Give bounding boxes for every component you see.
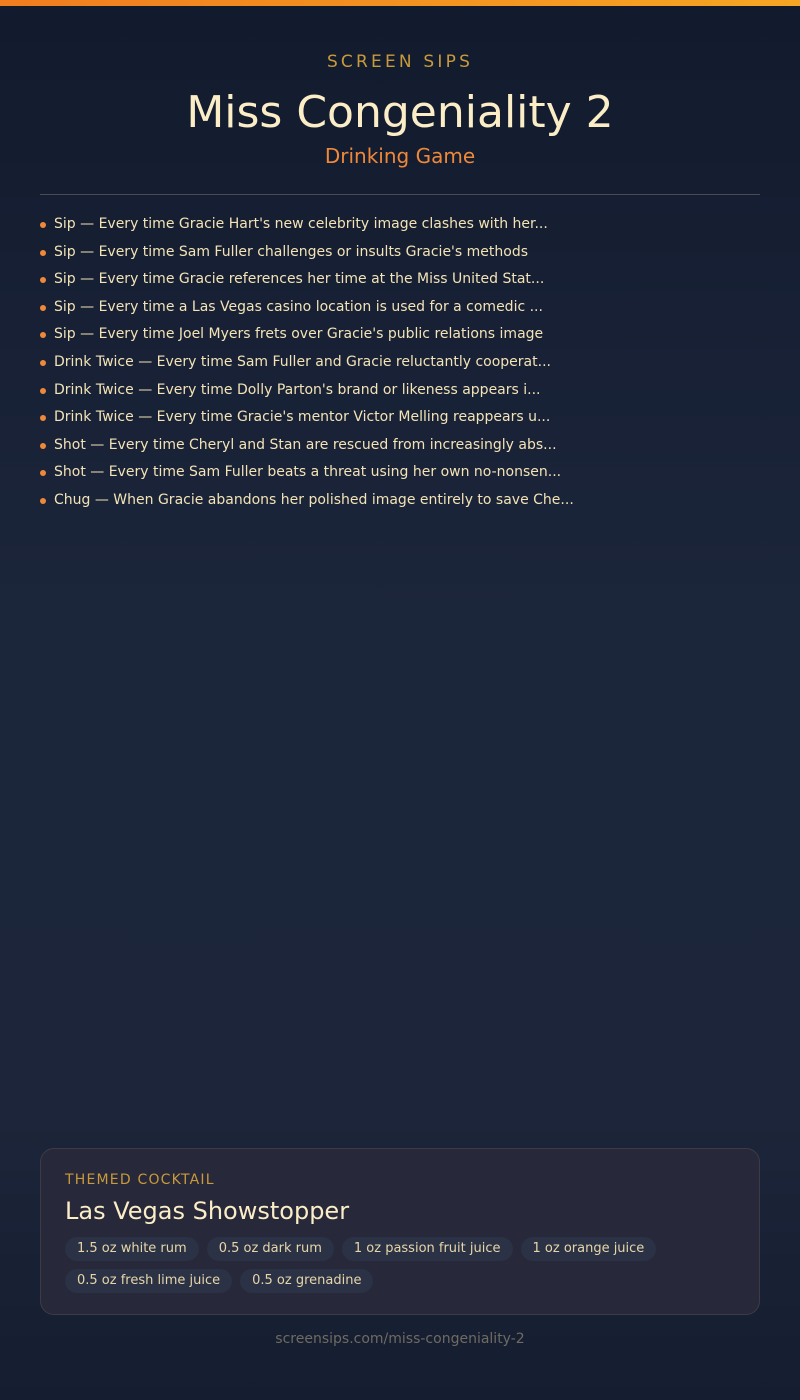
footer-url[interactable]: screensips.com/miss-congeniality-2 bbox=[275, 1331, 525, 1347]
bullet-icon bbox=[40, 305, 46, 311]
bullet-icon bbox=[40, 388, 46, 394]
rule-item bbox=[40, 377, 760, 405]
rule-item bbox=[40, 404, 760, 432]
ingredient-chip: 0.5 oz grenadine bbox=[240, 1269, 373, 1293]
rule-text: Chug — When Gracie abandons her polished image entirely to save Che... bbox=[54, 491, 574, 508]
page-title: Miss Congeniality 2 bbox=[186, 87, 614, 138]
rule-text: Sip — Every time Sam Fuller challenges or insults Gracie's methods bbox=[54, 243, 529, 260]
rule-item bbox=[40, 459, 760, 487]
ingredient-row bbox=[65, 1237, 745, 1261]
ingredient-list bbox=[65, 1237, 745, 1301]
rule-item bbox=[40, 432, 760, 460]
rule-item bbox=[40, 294, 760, 322]
page-subtitle: Drinking Game bbox=[324, 144, 476, 168]
rule-text: Shot — Every time Cheryl and Stan are rescued from increasingly abs... bbox=[54, 436, 557, 453]
brand-label: SCREEN SIPS bbox=[326, 52, 474, 72]
ingredient-chip: 1.5 oz white rum bbox=[65, 1237, 199, 1261]
rule-text: Sip — Every time Joel Myers frets over Gracie's public relations image bbox=[54, 326, 544, 343]
rule-text: Sip — Every time Gracie references her time at the Miss United Stat... bbox=[54, 271, 545, 288]
ingredient-chip: 0.5 oz fresh lime juice bbox=[65, 1269, 232, 1293]
ingredient-chip: 1 oz passion fruit juice bbox=[342, 1237, 513, 1261]
bullet-icon bbox=[40, 443, 46, 449]
bullet-icon bbox=[40, 332, 46, 338]
rule-item bbox=[40, 349, 760, 377]
header-divider bbox=[40, 194, 760, 195]
ingredient-row bbox=[65, 1269, 745, 1293]
bullet-icon bbox=[40, 250, 46, 256]
rule-item bbox=[40, 487, 760, 515]
rule-text: Drink Twice — Every time Dolly Parton's brand or likeness appears i... bbox=[54, 381, 541, 398]
rule-text: Drink Twice — Every time Sam Fuller and Gracie reluctantly cooperat... bbox=[54, 353, 551, 370]
top-accent-bar bbox=[0, 0, 800, 6]
bullet-icon bbox=[40, 277, 46, 283]
ingredient-chip: 0.5 oz dark rum bbox=[207, 1237, 334, 1261]
rule-item bbox=[40, 239, 760, 267]
cocktail-label: THEMED COCKTAIL bbox=[65, 1172, 215, 1188]
rules-list bbox=[40, 211, 760, 515]
ingredient-chip: 1 oz orange juice bbox=[521, 1237, 657, 1261]
bullet-icon bbox=[40, 415, 46, 421]
cocktail-card bbox=[40, 1148, 760, 1315]
rule-text: Sip — Every time Gracie Hart's new celebrity image clashes with her... bbox=[54, 216, 548, 232]
rule-text: Sip — Every time a Las Vegas casino location is used for a comedic ... bbox=[54, 298, 543, 315]
bullet-icon bbox=[40, 498, 46, 504]
bullet-icon bbox=[40, 360, 46, 366]
rule-item bbox=[40, 266, 760, 294]
bullet-icon bbox=[40, 222, 46, 228]
bullet-icon bbox=[40, 470, 46, 476]
rule-item bbox=[40, 211, 760, 239]
cocktail-name: Las Vegas Showstopper bbox=[65, 1197, 350, 1225]
rule-text: Shot — Every time Sam Fuller beats a threat using her own no-nonsen... bbox=[54, 464, 562, 481]
rule-text: Drink Twice — Every time Gracie's mentor Victor Melling reappears u... bbox=[54, 409, 551, 426]
rule-item bbox=[40, 321, 760, 349]
